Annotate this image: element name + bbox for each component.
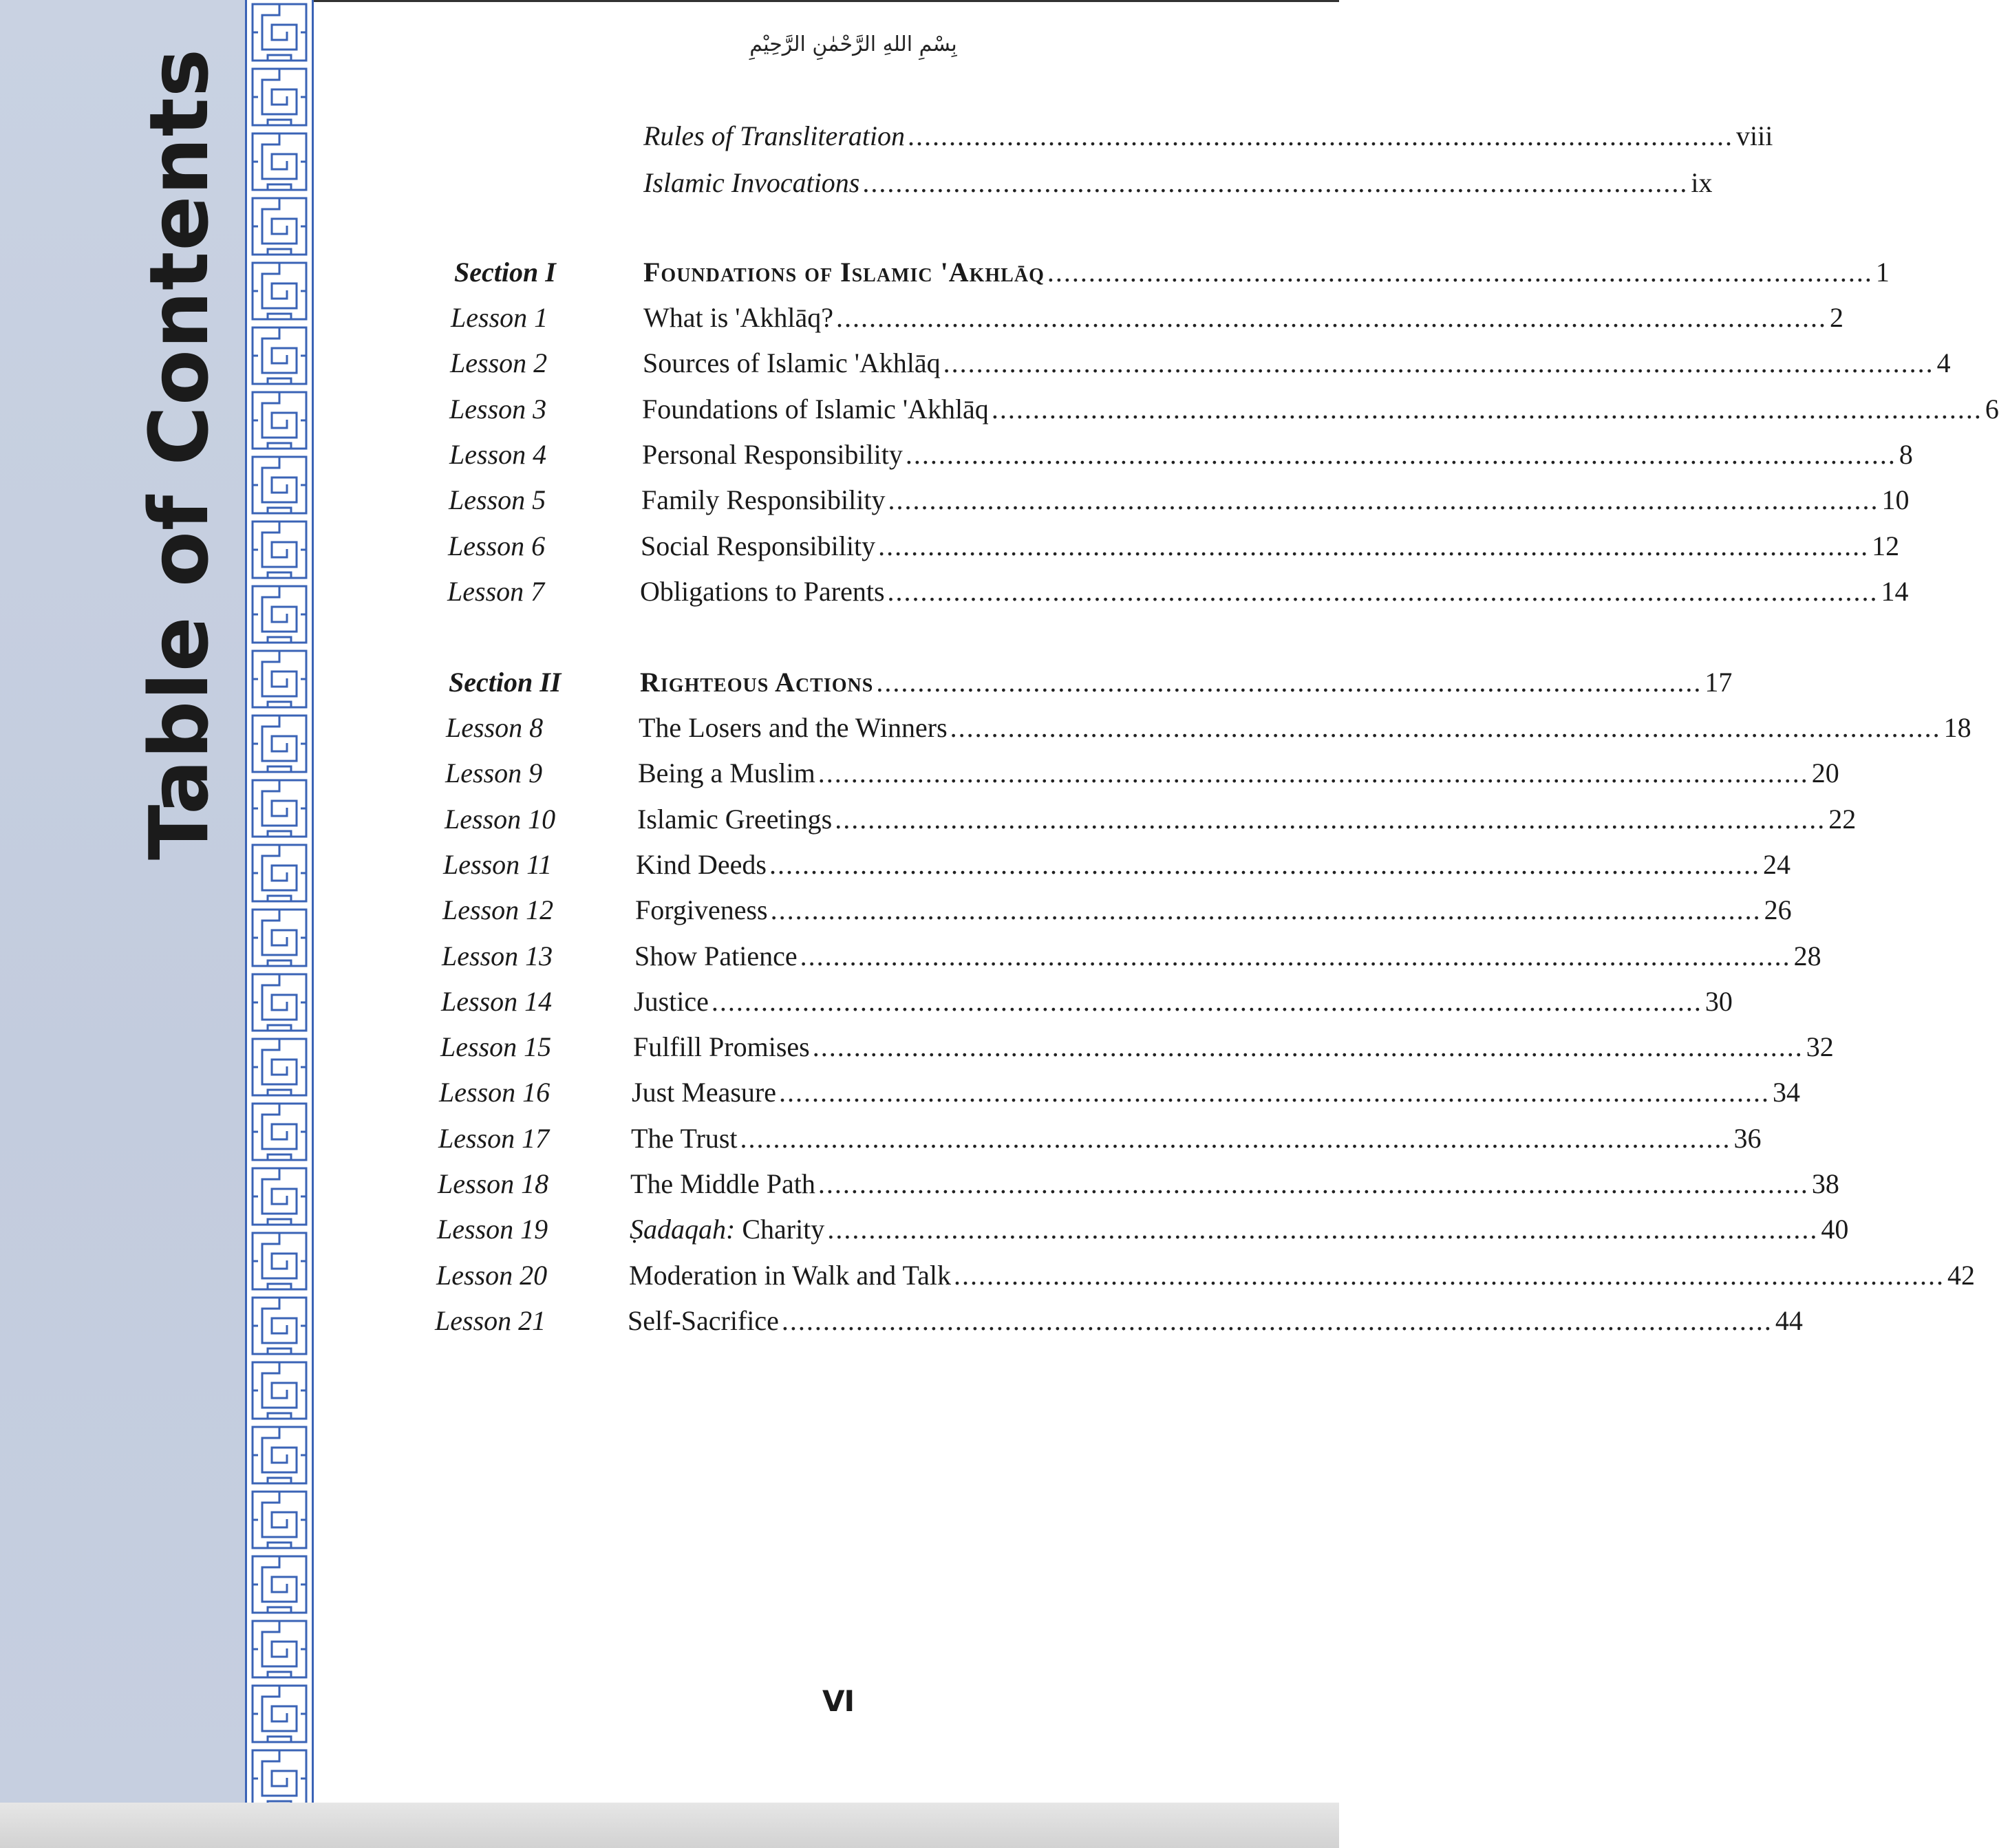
lesson-label: Lesson 4 xyxy=(449,438,547,470)
lesson-page: 28 xyxy=(1793,940,1821,971)
lesson-label: Lesson 19 xyxy=(437,1214,548,1245)
lesson-page: 40 xyxy=(1821,1214,1849,1245)
lesson-title: Charity xyxy=(735,1214,825,1245)
lesson-page: 2 xyxy=(1830,302,1844,333)
lesson-page: 8 xyxy=(1899,438,1913,470)
page-bottom-shade xyxy=(0,1803,1339,1848)
lesson-title: Kind Deeds xyxy=(636,848,767,880)
section-title: Foundations of Islamic 'Akhlāq xyxy=(643,257,1045,288)
decorative-greek-key-border xyxy=(245,0,314,1803)
lesson-title: Sources of Islamic 'Akhlāq xyxy=(643,347,941,379)
lesson-page: 30 xyxy=(1704,985,1733,1017)
lesson-page: 10 xyxy=(1881,484,1910,516)
lesson-title: Self-Sacrifice xyxy=(628,1304,779,1336)
toc-entry-page: ix xyxy=(1691,167,1713,198)
lesson-label: Lesson 21 xyxy=(435,1304,546,1336)
toc-lesson-row[interactable]: Lesson 19 Ṣadaqah: Charity ........................................................................................................................ 40 xyxy=(437,1214,1849,1245)
lesson-title: Family Responsibility xyxy=(641,484,886,516)
lesson-label: Lesson 11 xyxy=(443,848,553,880)
lesson-title: Islamic Greetings xyxy=(637,803,833,835)
sidebar-title: Table of Contents xyxy=(131,47,226,861)
toc-lesson-row[interactable]: Lesson 8 The Losers and the Winners ........................................................................................................................ 18 xyxy=(446,712,1971,743)
lesson-page: 34 xyxy=(1772,1077,1800,1108)
lesson-label: Lesson 13 xyxy=(442,940,553,971)
lesson-label: Lesson 1 xyxy=(451,302,548,333)
toc-entry-page: viii xyxy=(1736,120,1773,151)
lesson-title: Personal Responsibility xyxy=(642,438,903,470)
lesson-label: Lesson 3 xyxy=(449,393,547,425)
toc-front-matter-row[interactable]: Rules of Transliteration .................................................................................................... viii xyxy=(643,120,1773,151)
lesson-page: 32 xyxy=(1806,1031,1834,1063)
lesson-title: Obligations to Parents xyxy=(640,575,885,607)
toc-lesson-row[interactable]: Lesson 3 Foundations of Islamic 'Akhlāq ........................................................................................................................ 6 xyxy=(449,393,1999,425)
section-title: Righteous Actions xyxy=(640,667,874,698)
page-number: VI xyxy=(822,1684,855,1718)
lesson-page: 38 xyxy=(1811,1168,1839,1199)
toc-lesson-row[interactable]: Lesson 10 Islamic Greetings ........................................................................................................................ 22 xyxy=(445,803,1857,835)
toc-lesson-row[interactable]: Lesson 5 Family Responsibility ........................................................................................................................ 10 xyxy=(449,484,1910,516)
toc-entry-page: 1 xyxy=(1875,257,1890,288)
lesson-label: Lesson 12 xyxy=(442,894,554,926)
lesson-label: Lesson 14 xyxy=(441,985,553,1017)
toc-lesson-row[interactable]: Lesson 1 What is 'Akhlāq? ........................................................................................................................ 2 xyxy=(451,302,1844,333)
toc-section-row[interactable]: Section II Righteous Actions .................................................................................................... 17 xyxy=(449,667,1733,698)
toc-lesson-row[interactable]: Lesson 6 Social Responsibility ........................................................................................................................ 12 xyxy=(448,530,1900,561)
lesson-label: Lesson 17 xyxy=(438,1122,550,1154)
toc-lesson-row[interactable]: Lesson 4 Personal Responsibility ........................................................................................................................ 8 xyxy=(449,438,1913,470)
lesson-page: 36 xyxy=(1733,1122,1762,1154)
lesson-page: 26 xyxy=(1764,894,1792,926)
lesson-title: Social Responsibility xyxy=(641,530,876,561)
lesson-label: Lesson 16 xyxy=(439,1077,550,1108)
lesson-label: Lesson 5 xyxy=(449,484,546,516)
lesson-title: The Trust xyxy=(631,1122,738,1154)
lesson-title: Forgiveness xyxy=(635,894,768,926)
lesson-title: Show Patience xyxy=(634,940,798,971)
lesson-page: 42 xyxy=(1947,1259,1975,1291)
toc-front-matter-row[interactable]: Islamic Invocations .................................................................................................... ix xyxy=(643,167,1713,198)
toc-lesson-row[interactable]: Lesson 9 Being a Muslim ........................................................................................................................ 20 xyxy=(445,758,1839,789)
lesson-title: What is 'Akhlāq? xyxy=(643,302,834,333)
lesson-title: Foundations of Islamic 'Akhlāq xyxy=(642,393,989,425)
lesson-page: 18 xyxy=(1943,712,1971,743)
lesson-label: Lesson 7 xyxy=(447,575,545,607)
lesson-label: Lesson 8 xyxy=(446,712,544,743)
svg-text:بِسْمِ اللهِ الرَّحْمٰنِ الرَّ: بِسْمِ اللهِ الرَّحْمٰنِ الرَّحِيْمِ xyxy=(749,32,957,56)
lesson-page: 20 xyxy=(1811,758,1839,789)
lesson-title-italic: Ṣadaqah: xyxy=(630,1214,736,1245)
lesson-title: Moderation in Walk and Talk xyxy=(629,1259,951,1291)
toc-lesson-row[interactable]: Lesson 2 Sources of Islamic 'Akhlāq ........................................................................................................................ 4 xyxy=(450,347,1951,379)
lesson-title: Being a Muslim xyxy=(638,758,815,789)
lesson-label: Lesson 9 xyxy=(445,758,543,789)
section-label: Section II xyxy=(449,667,562,698)
bismillah-calligraphy xyxy=(750,23,956,65)
toc-entry-title: Islamic Invocations xyxy=(643,167,860,198)
lesson-title: The Losers and the Winners xyxy=(639,712,948,743)
lesson-page: 14 xyxy=(1881,575,1909,607)
toc-lesson-row[interactable]: Lesson 14 Justice ........................................................................................................................ 30 xyxy=(441,985,1733,1017)
lesson-label: Lesson 15 xyxy=(440,1031,552,1063)
lesson-label: Lesson 6 xyxy=(448,530,546,561)
greek-key-pattern-icon xyxy=(247,0,312,1803)
toc-lesson-row[interactable]: Lesson 21 Self-Sacrifice ........................................................................................................................ 44 xyxy=(435,1304,1803,1336)
lesson-page: 44 xyxy=(1775,1304,1803,1336)
lesson-page: 6 xyxy=(1985,393,1999,425)
lesson-title: Justice xyxy=(634,985,709,1017)
section-label: Section I xyxy=(454,257,556,288)
lesson-page: 22 xyxy=(1828,803,1857,835)
toc-lesson-row[interactable]: Lesson 17 The Trust ........................................................................................................................ 36 xyxy=(438,1122,1762,1154)
toc-entry-page: 17 xyxy=(1704,667,1733,698)
toc-lesson-row[interactable]: Lesson 13 Show Patience ........................................................................................................................ 28 xyxy=(442,940,1821,971)
toc-lesson-row[interactable]: Lesson 18 The Middle Path ........................................................................................................................ 38 xyxy=(438,1168,1839,1199)
lesson-page: 24 xyxy=(1762,848,1790,880)
toc-lesson-row[interactable]: Lesson 16 Just Measure ........................................................................................................................ 34 xyxy=(439,1077,1800,1108)
lesson-title: Just Measure xyxy=(632,1077,776,1108)
toc-section-row[interactable]: Section I Foundations of Islamic 'Akhlāq .................................................................................................... 1 xyxy=(454,257,1890,288)
lesson-label: Lesson 20 xyxy=(436,1259,548,1291)
toc-lesson-row[interactable]: Lesson 15 Fulfill Promises ........................................................................................................................ 32 xyxy=(440,1031,1834,1063)
toc-lesson-row[interactable]: Lesson 20 Moderation in Walk and Talk ........................................................................................................................ 42 xyxy=(436,1259,1975,1291)
lesson-page: 12 xyxy=(1872,530,1900,561)
toc-lesson-row[interactable]: Lesson 7 Obligations to Parents ........................................................................................................................ 14 xyxy=(447,575,1909,607)
lesson-label: Lesson 10 xyxy=(445,803,556,835)
lesson-page: 4 xyxy=(1936,347,1951,379)
lesson-label: Lesson 2 xyxy=(450,347,548,379)
lesson-title: The Middle Path xyxy=(630,1168,815,1199)
sidebar-panel xyxy=(0,0,251,1803)
lesson-label: Lesson 18 xyxy=(438,1168,549,1199)
toc-lesson-row[interactable]: Lesson 12 Forgiveness ........................................................................................................................ 26 xyxy=(442,894,1792,926)
lesson-title: Fulfill Promises xyxy=(633,1031,810,1063)
toc-lesson-row[interactable]: Lesson 11 Kind Deeds ........................................................................................................................ 24 xyxy=(443,848,1790,880)
toc-entry-title: Rules of Transliteration xyxy=(643,120,906,151)
